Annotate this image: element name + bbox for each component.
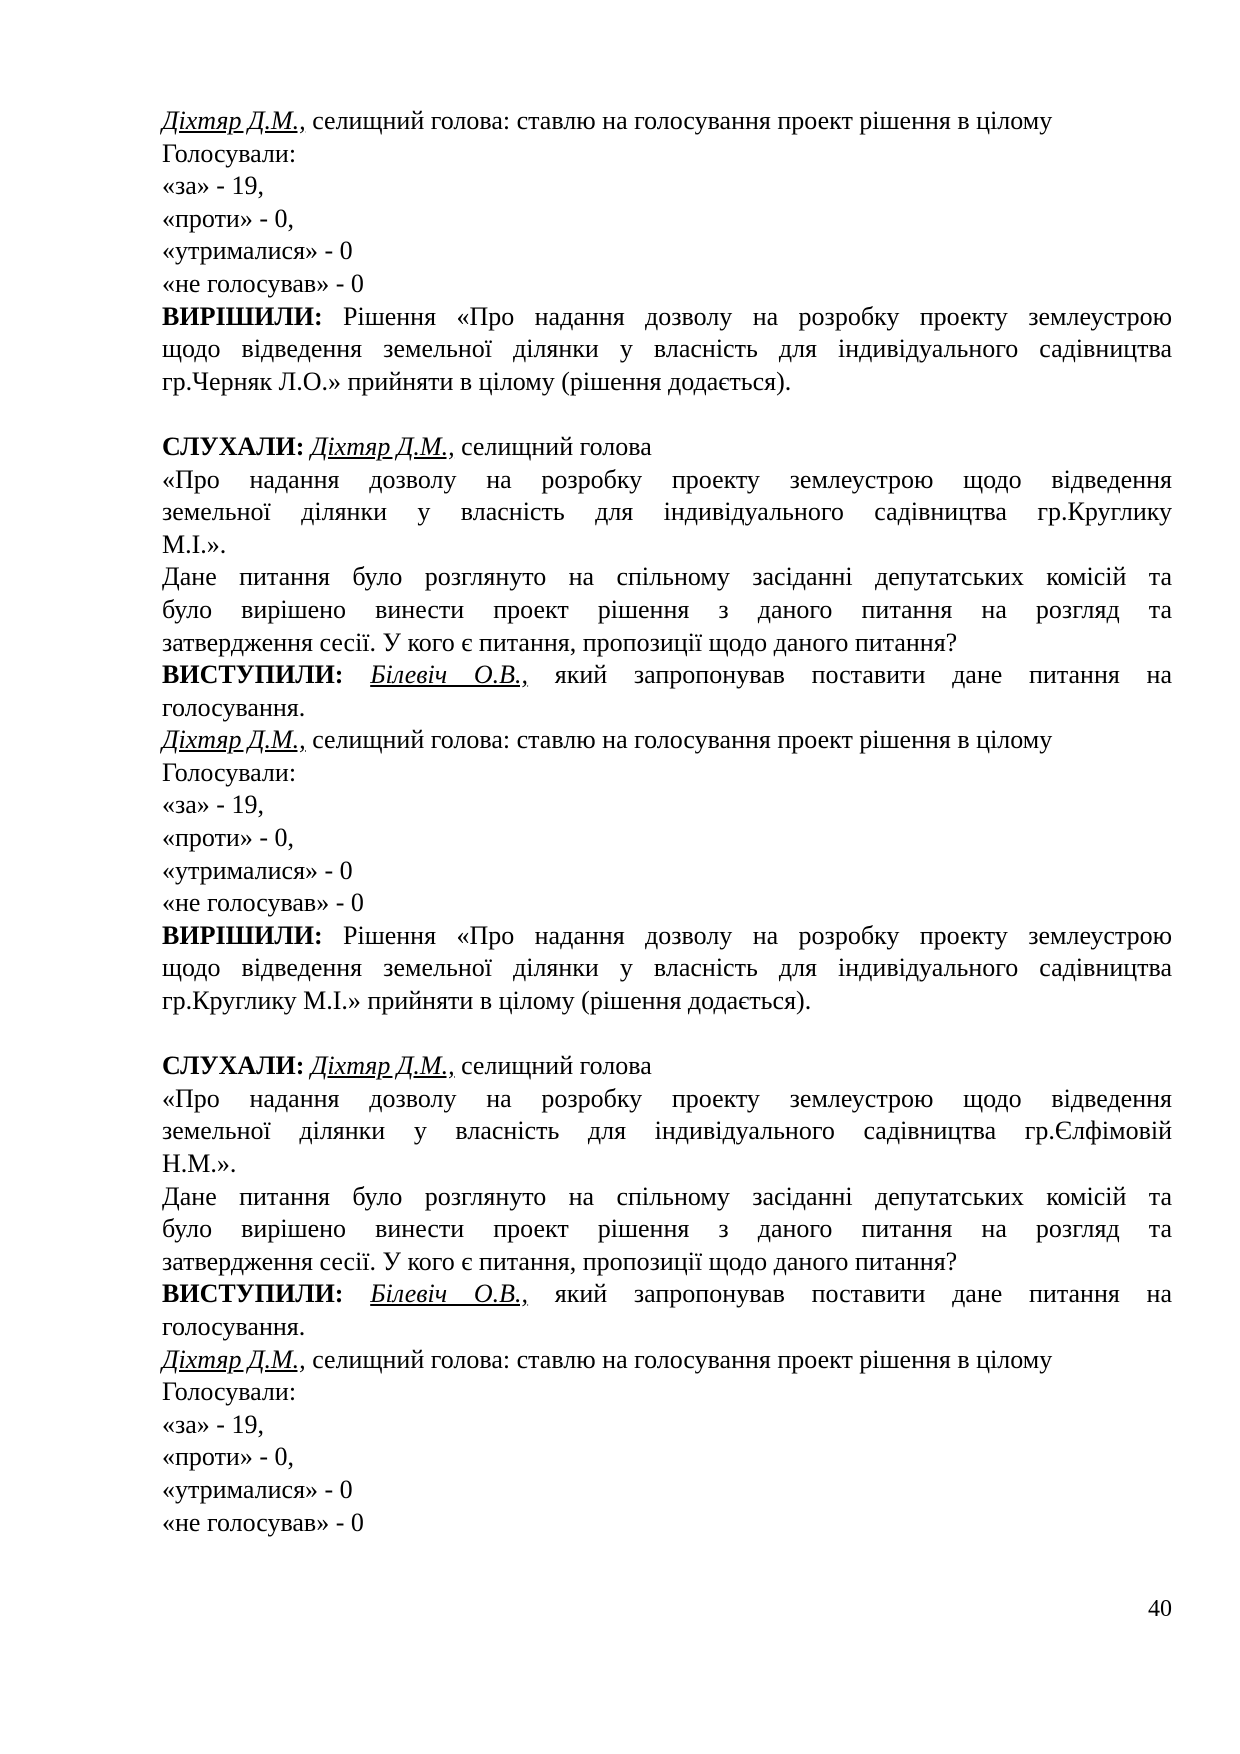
spoke-label: ВИСТУПИЛИ: — [162, 660, 344, 690]
voted-label: Голосували: — [162, 1377, 297, 1407]
discussion-line: було вирішено винести проект рішення з даного питання на розгляд та — [162, 594, 1172, 624]
vote-abstained: «утрималися» - 0 — [162, 236, 353, 266]
decided-label: ВИРІШИЛИ: — [162, 301, 323, 331]
spoke-label: ВИСТУПИЛИ: — [162, 1279, 344, 1309]
speaker-name: Діхтяр Д.М., — [162, 106, 306, 135]
decided-label: ВИРІШИЛИ: — [162, 920, 323, 950]
vote-abstained: «утрималися» - 0 — [162, 1474, 353, 1504]
decision-line: щодо відведення земельної ділянки у власність для індивідуального садівництва — [162, 953, 1172, 983]
discussion-line: затвердження сесії. У кого є питання, пропозиції щодо даного питання? — [162, 1246, 958, 1276]
chair-statement: Діхтяр Д.М., селищний голова: ставлю на голосування проект рішення в цілому — [162, 106, 1053, 135]
spoke-line: голосування. — [162, 692, 306, 722]
title-line: «Про надання дозволу на розробку проекту землеустрою щодо відведення — [162, 464, 1172, 494]
decision-line: ВИРІШИЛИ: Рішення «Про надання дозволу на розробку проекту землеустрою — [162, 301, 1172, 331]
vote-for: «за» - 19, — [162, 171, 264, 201]
chair-statement: Діхтяр Д.М., селищний голова: ставлю на голосування проект рішення в цілому — [162, 1344, 1053, 1374]
discussion-line: Дане питання було розглянуто на спільному засіданні депутатських комісій та — [162, 562, 1172, 592]
decision-line: гр.Круглику М.І.» прийняти в цілому (рішення додається). — [162, 986, 812, 1016]
vote-not-voted: «не голосував» - 0 — [162, 1507, 364, 1537]
heard-label: СЛУХАЛИ: — [162, 431, 305, 461]
spoke-line: ВИСТУПИЛИ: Білевіч О.В., який запропонував поставити дане питання на — [162, 1279, 1173, 1309]
vote-against: «проти» - 0, — [162, 1442, 295, 1472]
vote-for: «за» - 19, — [162, 1409, 264, 1439]
heard-label: СЛУХАЛИ: — [162, 1051, 305, 1081]
decision-line: ВИРІШИЛИ: Рішення «Про надання дозволу на розробку проекту землеустрою — [162, 920, 1172, 950]
chair-statement: Діхтяр Д.М., селищний голова: ставлю на голосування проект рішення в цілому — [162, 725, 1053, 755]
vote-for: «за» - 19, — [162, 790, 264, 820]
heard-line: СЛУХАЛИ: Діхтяр Д.М., селищний голова — [162, 431, 652, 461]
speaker-name: Діхтяр Д.М., — [162, 725, 306, 755]
spoke-line: голосування. — [162, 1311, 306, 1341]
title-line: земельної ділянки у власність для індивідуального садівництва гр.Єлфімовій — [162, 1116, 1172, 1146]
spoke-line: ВИСТУПИЛИ: Білевіч О.В., який запропонував поставити дане питання на — [162, 660, 1173, 690]
heard-line: СЛУХАЛИ: Діхтяр Д.М., селищний голова — [162, 1051, 652, 1081]
speaker-name: Діхтяр Д.М., — [310, 431, 455, 461]
discussion-line: було вирішено винести проект рішення з даного питання на розгляд та — [162, 1214, 1172, 1244]
speaker-name: Діхтяр Д.М., — [162, 1344, 306, 1374]
title-line: М.І.». — [162, 529, 227, 559]
vote-not-voted: «не голосував» - 0 — [162, 888, 364, 918]
discussion-line: Дане питання було розглянуто на спільному засіданні депутатських комісій та — [162, 1181, 1172, 1211]
discussion-line: затвердження сесії. У кого є питання, пропозиції щодо даного питання? — [162, 627, 958, 657]
paragraph-gap — [162, 398, 1172, 431]
title-line: Н.М.». — [162, 1149, 237, 1178]
title-line: земельної ділянки у власність для індивідуального садівництва гр.Круглику — [162, 497, 1172, 527]
vote-abstained: «утрималися» - 0 — [162, 855, 353, 885]
speaker-name: Діхтяр Д.М., — [310, 1051, 455, 1081]
speaker-name: Білевіч О.В., — [370, 1279, 529, 1309]
speaker-name: Білевіч О.В., — [370, 660, 529, 690]
vote-not-voted: «не голосував» - 0 — [162, 268, 364, 298]
vote-against: «проти» - 0, — [162, 823, 295, 853]
title-line: «Про надання дозволу на розробку проекту землеустрою щодо відведення — [162, 1083, 1172, 1113]
vote-against: «проти» - 0, — [162, 203, 295, 233]
page-number: 40 — [1148, 1596, 1172, 1622]
decision-line: гр.Черняк Л.О.» прийняти в цілому (рішення додається). — [162, 366, 792, 396]
decision-line: щодо відведення земельної ділянки у власність для індивідуального садівництва — [162, 334, 1172, 364]
voted-label: Голосували: — [162, 138, 297, 168]
paragraph-gap — [162, 1018, 1172, 1051]
document-body — [162, 105, 1172, 1539]
voted-label: Голосували: — [162, 757, 297, 787]
